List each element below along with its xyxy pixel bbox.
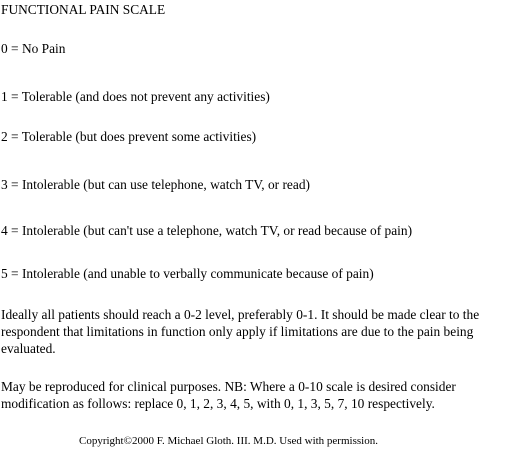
scale-item-0: 0 = No Pain bbox=[1, 41, 66, 56]
guidance-paragraph-line-3: evaluated. bbox=[1, 341, 56, 356]
guidance-paragraph-line-2: respondent that limitations in function only apply if limitations are due to the pain being bbox=[1, 324, 474, 339]
usage-note-line-1: May be reproduced for clinical purposes. NB: Where a 0-10 scale is desired consider bbox=[1, 379, 456, 394]
guidance-paragraph-line-1: Ideally all patients should reach a 0-2 level, preferably 0-1. It should be made clear to the bbox=[1, 307, 480, 322]
scale-item-4: 4 = Intolerable (but can't use a telephone, watch TV, or read because of pain) bbox=[1, 223, 413, 238]
scale-item-1: 1 = Tolerable (and does not prevent any activities) bbox=[1, 89, 270, 104]
scale-item-2: 2 = Tolerable (but does prevent some activities) bbox=[1, 129, 257, 144]
scale-item-3: 3 = Intolerable (but can use telephone, watch TV, or read) bbox=[1, 177, 310, 192]
usage-note-line-2: modification as follows: replace 0, 1, 2, 3, 4, 5, with 0, 1, 3, 5, 7, 10 respectively. bbox=[1, 396, 435, 411]
document-title: FUNCTIONAL PAIN SCALE bbox=[1, 2, 166, 17]
copyright-notice: Copyright©2000 F. Michael Gloth. III. M.D. Used with permission. bbox=[79, 435, 378, 447]
scale-item-5: 5 = Intolerable (and unable to verbally communicate because of pain) bbox=[1, 266, 374, 281]
